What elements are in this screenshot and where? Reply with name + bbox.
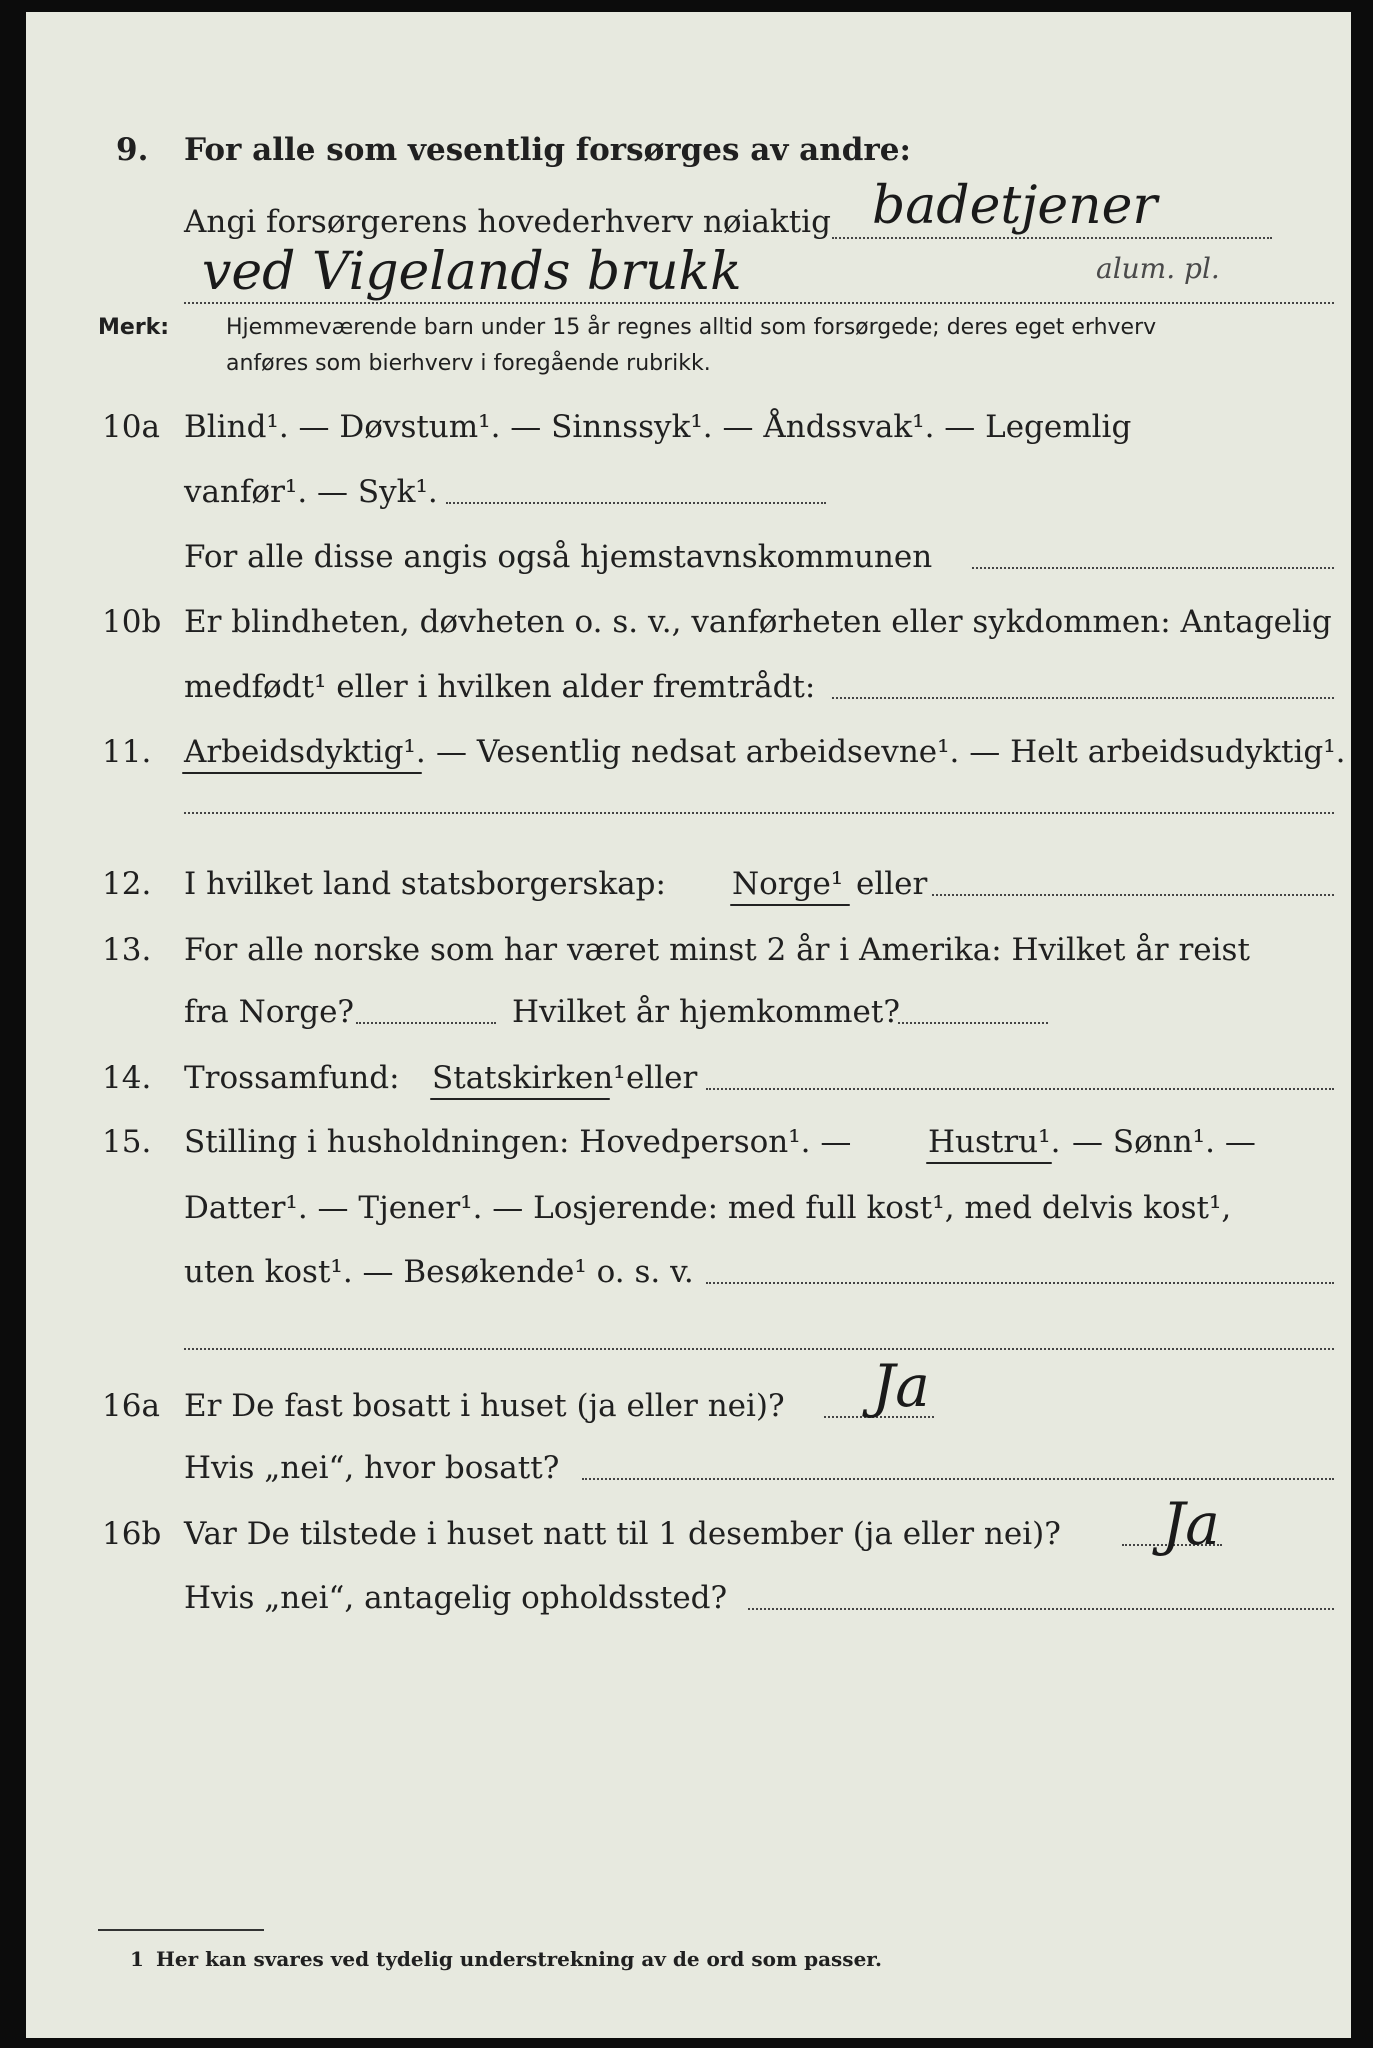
footnote-rule [98,1929,264,1931]
q10b-line-2: medfødt¹ eller i hvilken alder fremtrådt: [184,669,816,705]
q9-handwritten-answer-2: ved Vigelands brukk [202,242,742,302]
q11-underline-mark [182,772,422,774]
q16b-line-2: Hvis „nei“, antagelig opholdssted? [184,1580,728,1616]
q11-other-options: — Vesentlig nedsat arbeidsevne¹. — Helt arbeidsudyktig¹. [436,734,1346,770]
q10a-answer-line-2 [972,567,1334,569]
q9-number: 9. [116,132,149,168]
q10a-line-2: vanfør¹. — Syk¹. [184,474,438,510]
q16a-line-1: Er De fast bosatt i huset (ja eller nei)? [184,1388,785,1424]
q10a-number: 10a [102,409,160,445]
q10b-number: 10b [102,604,162,640]
q16b-where-line [748,1608,1334,1610]
q16a-where-line [582,1478,1334,1480]
q12-answer-line [932,894,1334,896]
q16b-line-1: Var De tilstede i huset natt til 1 desember (ja eller nei)? [184,1516,1061,1552]
q16a-number: 16a [102,1388,160,1424]
q13-number: 13. [102,932,152,968]
q15-option-hustru: Hustru¹. [928,1124,1061,1160]
q9-handwritten-note: alum. pl. [1096,252,1220,285]
q15-underline-mark [926,1162,1052,1164]
q13-line-1: For alle norske som har været minst 2 år i Amerika: Hvilket år reist [184,932,1250,968]
census-form-page [26,12,1351,2038]
q10a-line-1: Blind¹. — Døvstum¹. — Sinnssyk¹. — Åndssvak¹. — Legemlig [184,409,1132,445]
q9-prompt: Angi forsørgerens hovederhverv nøiaktig [184,204,831,240]
q11-option-arbeidsdyktig: Arbeidsdyktig¹. [184,734,426,770]
merk-line-1: Hjemmeværende barn under 15 år regnes alltid som forsørgede; deres eget erhverv [226,315,1157,340]
q14-option-statskirken: Statskirken¹ [432,1060,626,1096]
footnote-mark: 1 [130,1947,144,1971]
q13-reist-line [356,1022,496,1024]
q9-handwritten-answer-1: badetjener [872,176,1158,236]
q14-number: 14. [102,1060,152,1096]
q12-tail: eller [856,866,928,902]
q13-hjemkommet: Hvilket år hjemkommet? [512,994,900,1030]
merk-label: Merk: [98,315,170,340]
q10a-line-3: For alle disse angis også hjemstavnskommunen [184,539,933,575]
q12-option-norge: Norge¹ [732,866,844,902]
q15-line-2: Datter¹. — Tjener¹. — Losjerende: med full kost¹, med delvis kost¹, [184,1190,1232,1226]
q15-line-3: uten kost¹. — Besøkende¹ o. s. v. [184,1254,694,1290]
q11-number: 11. [102,734,152,770]
q15-line-1a: Stilling i husholdningen: Hovedperson¹. — [184,1124,852,1160]
footnote-text: Her kan svares ved tydelig understrekning av de ord som passer. [156,1947,882,1971]
q14-tail: eller [626,1060,698,1096]
q15-line-1b: — Sønn¹. — [1072,1124,1256,1160]
q14-text: Trossamfund: [184,1060,400,1096]
q10b-answer-line [832,697,1334,699]
q15-number: 15. [102,1124,152,1160]
q9-heading: For alle som vesentlig forsørges av andre: [184,132,911,168]
q13-hjemkommet-line [898,1022,1048,1024]
q10a-answer-line-1 [446,502,826,504]
q11-answer-line [184,812,1334,814]
q13-reist: fra Norge? [184,994,355,1030]
q16b-number: 16b [102,1516,162,1552]
q9-answer-line-1 [832,237,1272,239]
q14-underline-mark [430,1098,610,1100]
q15-answer-line-1 [706,1282,1334,1284]
q9-answer-line-2 [184,302,1334,304]
q12-text: I hvilket land statsborgerskap: [184,866,666,902]
merk-line-2: anføres som bierhverv i foregående rubrikk. [226,351,711,376]
q12-underline-mark [730,904,850,906]
q15-answer-line-2 [184,1348,1334,1350]
q16b-handwritten-answer: Ja [1162,1490,1220,1558]
q10b-line-1: Er blindheten, døvheten o. s. v., vanførheten eller sykdommen: Antagelig [184,604,1332,640]
q16a-line-2: Hvis „nei“, hvor bosatt? [184,1450,560,1486]
q12-number: 12. [102,866,152,902]
q16a-handwritten-answer: Ja [872,1352,930,1420]
q14-answer-line [706,1088,1334,1090]
